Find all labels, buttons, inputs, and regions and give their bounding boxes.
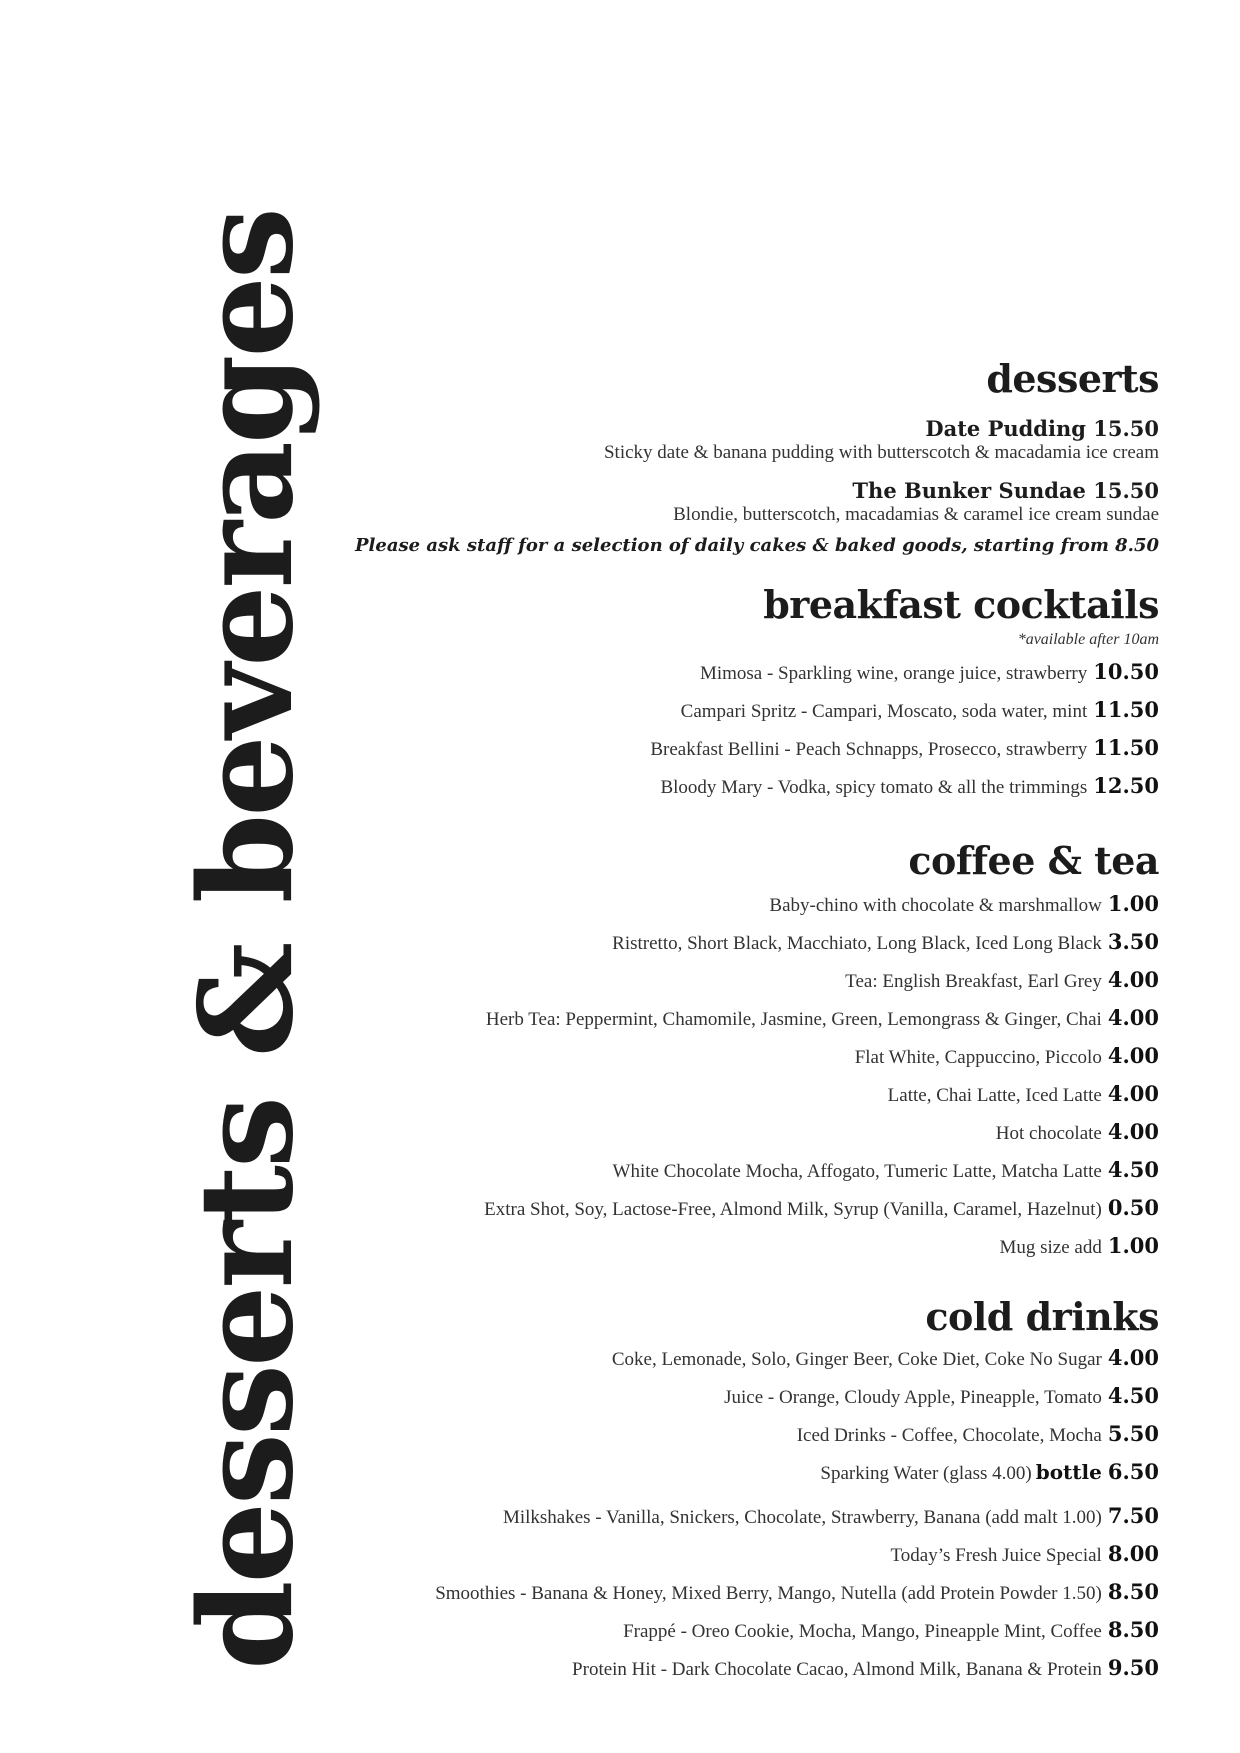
menu-item-row [329, 1454, 1159, 1492]
dish-name: The Bunker Sundae [852, 478, 1086, 503]
menu-item-row [329, 1536, 1159, 1574]
section-coffee-tea [329, 838, 1159, 1266]
section-title-coffee: coffee & tea [908, 838, 1159, 883]
menu-item-text: Today’s Fresh Juice Special [890, 1545, 1102, 1566]
menu-item-text: Tea: English Breakfast, Earl Grey [845, 971, 1102, 992]
dish-name: Date Pudding [925, 416, 1086, 441]
dish-description: Sticky date & banana pudding with butterscotch & macadamia ice cream [603, 442, 1159, 463]
coffee-list [329, 886, 1159, 1266]
section-title-cocktails: breakfast cocktails [763, 582, 1159, 627]
cold-drinks-list [329, 1340, 1159, 1688]
menu-item-row [329, 654, 1159, 692]
menu-item-row [329, 1378, 1159, 1416]
menu-item-text: Ristretto, Short Black, Macchiato, Long Black, Iced Long Black [612, 933, 1102, 954]
menu-item-row [329, 1076, 1159, 1114]
menu-item-price: 8.50 [1107, 1617, 1159, 1642]
section-title-cold: cold drinks [925, 1294, 1159, 1339]
menu-item-row [329, 1612, 1159, 1650]
menu-item-price: 4.50 [1107, 1383, 1159, 1408]
cocktail-list [329, 654, 1159, 806]
menu-item-price: 7.50 [1107, 1503, 1159, 1528]
menu-item-price: 11.50 [1093, 697, 1159, 722]
cakes-note: Please ask staff for a selection of daily cakes & baked goods, starting from 8.50 [355, 535, 1159, 556]
menu-item-text: Campari Spritz - Campari, Moscato, soda water, mint [680, 701, 1088, 722]
menu-item-price: 4.00 [1107, 1081, 1159, 1106]
section-title-desserts: desserts [986, 356, 1159, 401]
menu-item-price: 4.00 [1107, 1005, 1159, 1030]
menu-item-price: 4.00 [1107, 1043, 1159, 1068]
menu-item-text: Mug size add [999, 1237, 1102, 1258]
menu-item-price: 10.50 [1093, 659, 1159, 684]
menu-item-text: Juice - Orange, Cloudy Apple, Pineapple, Tomato [724, 1387, 1102, 1408]
menu-item-row [329, 1228, 1159, 1266]
dish-price: 15.50 [1093, 416, 1159, 441]
dish-bunker-sundae [329, 478, 1159, 526]
side-title: desserts & beverages [172, 210, 322, 1670]
menu-item-row [329, 1038, 1159, 1076]
section-breakfast-cocktails [329, 582, 1159, 806]
menu-item-price: 0.50 [1107, 1195, 1159, 1220]
menu-item-text: Hot chocolate [995, 1123, 1102, 1144]
menu-item-text: Milkshakes - Vanilla, Snickers, Chocolate, Strawberry, Banana (add malt 1.00) [502, 1507, 1102, 1528]
menu-item-text: Protein Hit - Dark Chocolate Cacao, Almond Milk, Banana & Protein [572, 1659, 1102, 1680]
bottle-label: bottle [1035, 1460, 1102, 1484]
menu-item-price: 4.00 [1107, 1119, 1159, 1144]
menu-item-text: Smoothies - Banana & Honey, Mixed Berry, Mango, Nutella (add Protein Powder 1.50) [435, 1583, 1102, 1604]
menu-item-price: 8.00 [1107, 1541, 1159, 1566]
menu-item-price: 1.00 [1107, 891, 1159, 916]
dish-description: Blondie, butterscotch, macadamias & caramel ice cream sundae [673, 504, 1159, 525]
menu-item-row [329, 1340, 1159, 1378]
menu-item-row [329, 1152, 1159, 1190]
menu-item-text: White Chocolate Mocha, Affogato, Tumeric Latte, Matcha Latte [612, 1161, 1102, 1182]
menu-item-text: Frappé - Oreo Cookie, Mocha, Mango, Pineapple Mint, Coffee [623, 1621, 1102, 1642]
menu-item-text: Extra Shot, Soy, Lactose-Free, Almond Milk, Syrup (Vanilla, Caramel, Hazelnut) [484, 1199, 1102, 1220]
menu-item-text: Herb Tea: Peppermint, Chamomile, Jasmine, Green, Lemongrass & Ginger, Chai [485, 1009, 1102, 1030]
menu-item-price: 9.50 [1107, 1655, 1159, 1680]
menu-item-row [329, 924, 1159, 962]
menu-item-text: Latte, Chai Latte, Iced Latte [887, 1085, 1102, 1106]
dish-date-pudding [329, 416, 1159, 464]
menu-item-price: 3.50 [1107, 929, 1159, 954]
menu-item-text: Baby-chino with chocolate & marshmallow [769, 895, 1102, 916]
menu-item-text: Mimosa - Sparkling wine, orange juice, strawberry [699, 663, 1088, 684]
menu-item-row [329, 1190, 1159, 1228]
menu-item-price: 11.50 [1093, 735, 1159, 760]
menu-item-text: Flat White, Cappuccino, Piccolo [854, 1047, 1102, 1068]
menu-item-row [329, 692, 1159, 730]
availability-note: *available after 10am [1017, 631, 1159, 648]
menu-item-row [329, 1650, 1159, 1688]
menu-item-row [329, 962, 1159, 1000]
menu-item-text: Coke, Lemonade, Solo, Ginger Beer, Coke Diet, Coke No Sugar [611, 1349, 1102, 1370]
dish-price: 15.50 [1093, 478, 1159, 503]
menu-item-row [329, 730, 1159, 768]
menu-item-text: Iced Drinks - Coffee, Chocolate, Mocha [796, 1425, 1102, 1446]
section-cold-drinks [329, 1294, 1159, 1688]
menu-item-text: Bloody Mary - Vodka, spicy tomato & all the trimmings [660, 777, 1088, 798]
menu-item-price: 5.50 [1107, 1421, 1159, 1446]
menu-item-price: 4.50 [1107, 1157, 1159, 1182]
menu-item-price: 6.50 [1107, 1459, 1159, 1484]
section-desserts [329, 356, 1159, 558]
menu-item-row [329, 1574, 1159, 1612]
menu-item-price: 4.00 [1107, 967, 1159, 992]
menu-item-price: 8.50 [1107, 1579, 1159, 1604]
menu-item-price: 1.00 [1107, 1233, 1159, 1258]
menu-item-row [329, 768, 1159, 806]
menu-item-row [329, 1498, 1159, 1536]
menu-item-row [329, 1416, 1159, 1454]
menu-item-row [329, 1000, 1159, 1038]
menu-item-text: Breakfast Bellini - Peach Schnapps, Prosecco, strawberry [650, 739, 1088, 760]
menu-item-text: Sparking Water (glass 4.00) [820, 1463, 1032, 1484]
menu-item-price: 4.00 [1107, 1345, 1159, 1370]
menu-item-price: 12.50 [1093, 773, 1159, 798]
menu-item-row [329, 886, 1159, 924]
menu-item-row [329, 1114, 1159, 1152]
menu [329, 356, 1159, 1688]
